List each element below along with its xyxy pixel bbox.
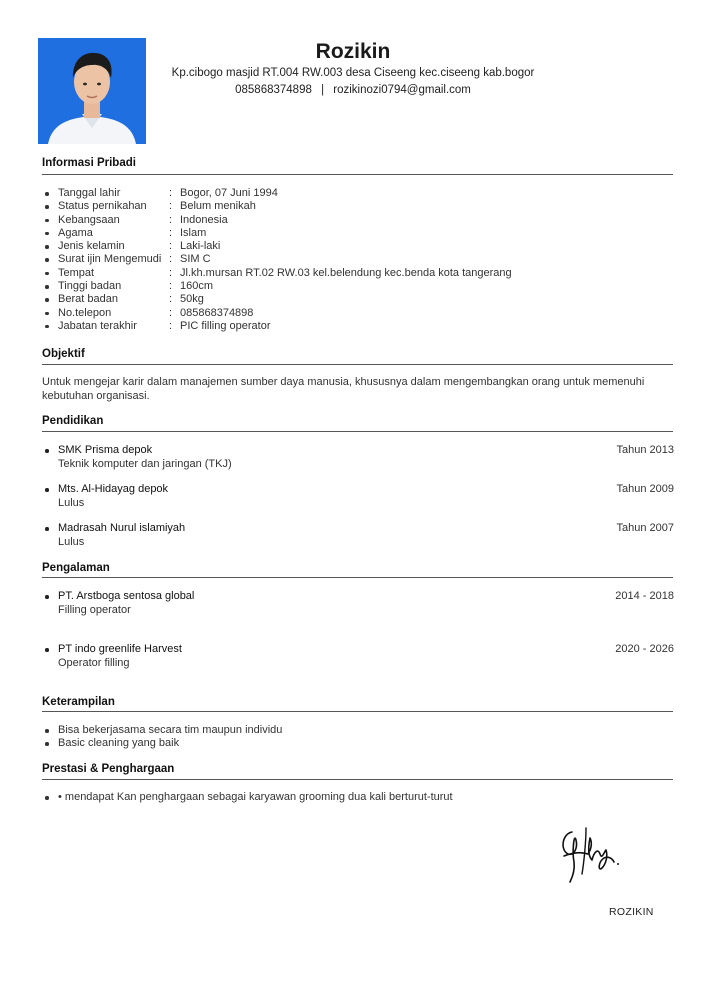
- school-name: SMK Prisma depok: [58, 444, 153, 456]
- school-year: Tahun 2009: [616, 483, 674, 495]
- award-item: • mendapat Kan penghargaan sebagai karyawan grooming dua kali berturut-turut: [42, 791, 674, 804]
- info-label: Jabatan terakhir: [58, 319, 137, 332]
- section-divider: [42, 711, 673, 712]
- section-title-awards: Prestasi & Penghargaan: [42, 763, 175, 775]
- personal-info-item: [42, 227, 674, 240]
- job-period: 2014 - 2018: [615, 590, 674, 602]
- email-address: rozikinozi0794@gmail.com: [333, 84, 471, 96]
- info-value: Bogor, 07 Juni 1994: [180, 187, 278, 199]
- company-name: PT indo greenlife Harvest: [58, 643, 182, 655]
- job-role: Operator filling: [58, 656, 130, 669]
- section-divider: [42, 364, 673, 365]
- skill-item: Bisa bekerjasama secara tim maupun individu: [42, 724, 674, 737]
- section-title-education: Pendidikan: [42, 415, 104, 427]
- school-detail: Lulus: [58, 535, 85, 548]
- personal-info-item: [42, 240, 674, 253]
- handwritten-signature: [558, 822, 628, 886]
- contact-separator: |: [321, 84, 325, 96]
- contact-line: [150, 84, 556, 96]
- info-value: 160cm: [180, 280, 214, 293]
- job-role: Filling operator: [58, 603, 131, 616]
- personal-info-item: [42, 253, 674, 266]
- experience-entry: [42, 590, 674, 617]
- info-label: Berat badan: [58, 293, 118, 306]
- info-colon: :: [169, 319, 173, 332]
- info-label: Tempat: [58, 266, 95, 279]
- section-divider: [42, 577, 673, 578]
- section-divider: [42, 174, 673, 175]
- bullet-dot: [45, 449, 49, 453]
- personal-info-item: [42, 214, 674, 227]
- info-label: Status pernikahan: [58, 200, 147, 213]
- signature-name: ROZIKIN: [609, 906, 654, 918]
- education-entry: [42, 483, 674, 510]
- personal-info-item: [42, 293, 674, 306]
- personal-info-item: [42, 200, 674, 213]
- education-entry: [42, 444, 674, 471]
- info-colon: :: [169, 253, 173, 266]
- personal-info-item: [42, 187, 674, 200]
- job-period: 2020 - 2026: [615, 643, 674, 655]
- personal-info-list: [42, 187, 674, 333]
- info-colon: :: [169, 266, 173, 279]
- info-colon: :: [169, 187, 173, 199]
- objective-text: Untuk mengejar karir dalam manajemen sumber daya manusia, khususnya dalam mengembangkan orang untuk memenuhi kebutuhan organisasi.: [42, 376, 645, 402]
- info-value: PIC filling operator: [180, 319, 271, 332]
- bullet-dot: [45, 488, 49, 492]
- phone-number: 085868374898: [235, 84, 312, 96]
- personal-info-item: [42, 267, 674, 280]
- info-colon: :: [169, 213, 173, 226]
- company-name: PT. Arstboga sentosa global: [58, 590, 195, 602]
- info-colon: :: [169, 306, 173, 319]
- school-detail: Lulus: [58, 496, 85, 509]
- bullet-dot: [45, 595, 49, 599]
- info-value: 50kg: [180, 293, 204, 306]
- info-label: Agama: [58, 226, 93, 239]
- candidate-address: Kp.cibogo masjid RT.004 RW.003 desa Ciseeng kec.ciseeng kab.bogor: [171, 67, 535, 79]
- personal-info-item: [42, 280, 674, 293]
- personal-info-item: [42, 307, 674, 320]
- info-label: Jenis kelamin: [58, 240, 125, 253]
- experience-entry: [42, 643, 674, 670]
- section-title-experience: Pengalaman: [42, 562, 110, 574]
- skills-list: [42, 724, 674, 751]
- info-label: No.telepon: [58, 306, 112, 319]
- education-entry: [42, 522, 674, 549]
- awards-list: [42, 791, 674, 804]
- info-value: Belum menikah: [180, 200, 256, 213]
- info-value: Islam: [180, 226, 207, 239]
- section-divider: [42, 431, 673, 432]
- info-label: Tinggi badan: [58, 280, 122, 293]
- school-year: Tahun 2007: [616, 522, 674, 534]
- section-title-objective: Objektif: [42, 348, 85, 360]
- profile-photo: [38, 38, 146, 144]
- section-divider: [42, 779, 673, 780]
- info-colon: :: [169, 200, 173, 213]
- person-photo-icon: [38, 38, 146, 144]
- school-year: Tahun 2013: [616, 444, 674, 456]
- skill-item: Basic cleaning yang baik: [42, 737, 674, 750]
- info-colon: :: [169, 293, 173, 306]
- section-title-personal: Informasi Pribadi: [42, 157, 136, 169]
- personal-info-item: [42, 320, 674, 333]
- school-name: Mts. Al-Hidayag depok: [58, 483, 169, 495]
- info-label: Kebangsaan: [58, 213, 120, 226]
- info-colon: :: [169, 240, 173, 253]
- info-value: SIM C: [180, 253, 211, 266]
- info-value: Indonesia: [180, 213, 228, 226]
- info-colon: :: [169, 280, 173, 293]
- info-label: Tanggal lahir: [58, 187, 121, 199]
- school-detail: Teknik komputer dan jaringan (TKJ): [58, 457, 232, 470]
- info-value: Jl.kh.mursan RT.02 RW.03 kel.belendung kec.benda kota tangerang: [180, 266, 512, 279]
- candidate-name: Rozikin: [315, 40, 391, 63]
- bullet-dot: [45, 527, 49, 531]
- info-value: Laki-laki: [180, 240, 221, 253]
- info-label: Surat ijin Mengemudi: [58, 253, 162, 266]
- school-name: Madrasah Nurul islamiyah: [58, 522, 186, 534]
- section-title-skills: Keterampilan: [42, 696, 115, 708]
- info-colon: :: [169, 226, 173, 239]
- bullet-dot: [45, 648, 49, 652]
- info-value: 085868374898: [180, 306, 254, 319]
